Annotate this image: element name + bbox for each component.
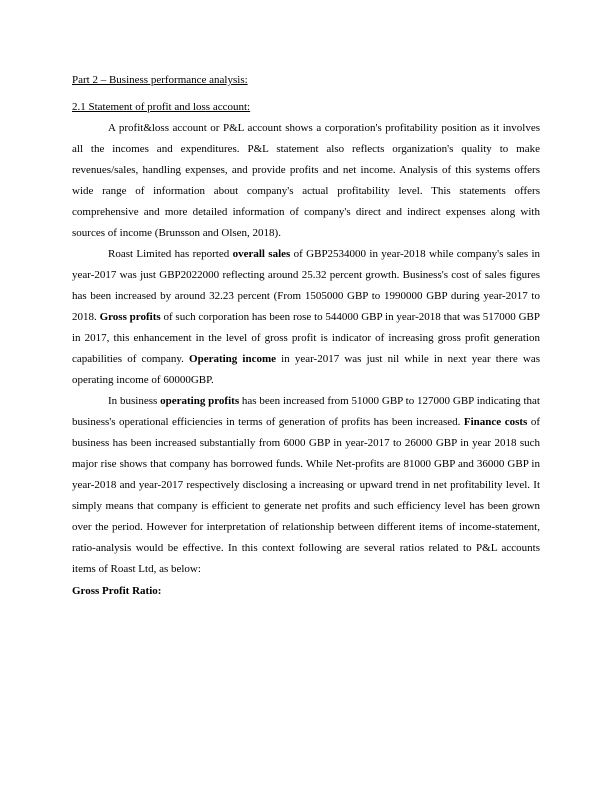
paragraph-text: in year-2017 was just nil while in next year there was operating income of 60000GBP. — [72, 353, 540, 386]
document-body — [72, 70, 540, 602]
bold-term-gross-profits: Gross profits — [99, 311, 161, 323]
gross-profit-ratio-heading: Gross Profit Ratio: — [72, 585, 162, 597]
paragraph-sales-and-gross-profit — [72, 244, 540, 391]
paragraph-operating-and-net-profits — [72, 391, 540, 580]
bold-term-operating-profits: operating profits — [160, 395, 240, 407]
bold-term-overall-sales: overall sales — [232, 248, 291, 260]
section-heading: 2.1 Statement of profit and loss account: — [72, 101, 251, 113]
bold-term-finance-costs: Finance costs — [463, 416, 528, 428]
paragraph-text: In business — [108, 395, 161, 407]
paragraph-text: has been increased from 51000 GBP to 127000 GBP indicating that business's operational efficiencies in terms of generation of profits has been increased. — [72, 395, 540, 428]
paragraph-text: of such corporation has been rose to 544000 GBP in year-2018 that was 517000 GBP in 2017, this enhancement in the level of gross profit is indicator of increasing gross profit generation capabilities of company. — [72, 311, 541, 365]
bold-term-operating-income: Operating income — [189, 353, 277, 365]
part-heading: Part 2 – Business performance analysis: — [72, 74, 248, 86]
paragraph-text: of business has been increased substantially from 6000 GBP in year-2017 to 26000 GBP in year 2018 such major rise shows that company has borrowed funds. While Net-profits are 81000 GBP and 36000 GBP in year-2018 and year-2017 respectively disclosing a increasing or upward trend in net profitability level. It simply means that company is efficient to generate net profits and such efficiency level has been grown over the period. However for interpretation of relationship between different items of income-statement, ratio-analysis would be effective. In this context following are several ratios related to P&L accounts items of Roast Ltd, as below: — [72, 416, 540, 575]
paragraph-text: of GBP2534000 in year-2018 while company's sales in year-2017 was just GBP2022000 reflecting around 25.32 percent growth. Business's cost of sales figures has been increased by around 32.23 percent (From 1505000 GBP to 1990000 GBP during year-2017 to 2018. — [72, 248, 541, 323]
paragraph-pl-account-overview — [72, 118, 540, 244]
paragraph-text: A profit&loss account or P&L account shows a corporation's profitability position as it involves all the incomes and expenditures. P&L statement also reflects organization's quality to make revenues/sales, handling expenses, and provide profits and net income. Analysis of this systems offers wide range of information about company's actual profitability level. This statements offers comprehensive and more detailed information of company's direct and indirect expenses along with sources of income (Brunsson and Olsen, 2018). — [72, 122, 540, 239]
paragraph-text: Roast Limited has reported — [108, 248, 233, 260]
